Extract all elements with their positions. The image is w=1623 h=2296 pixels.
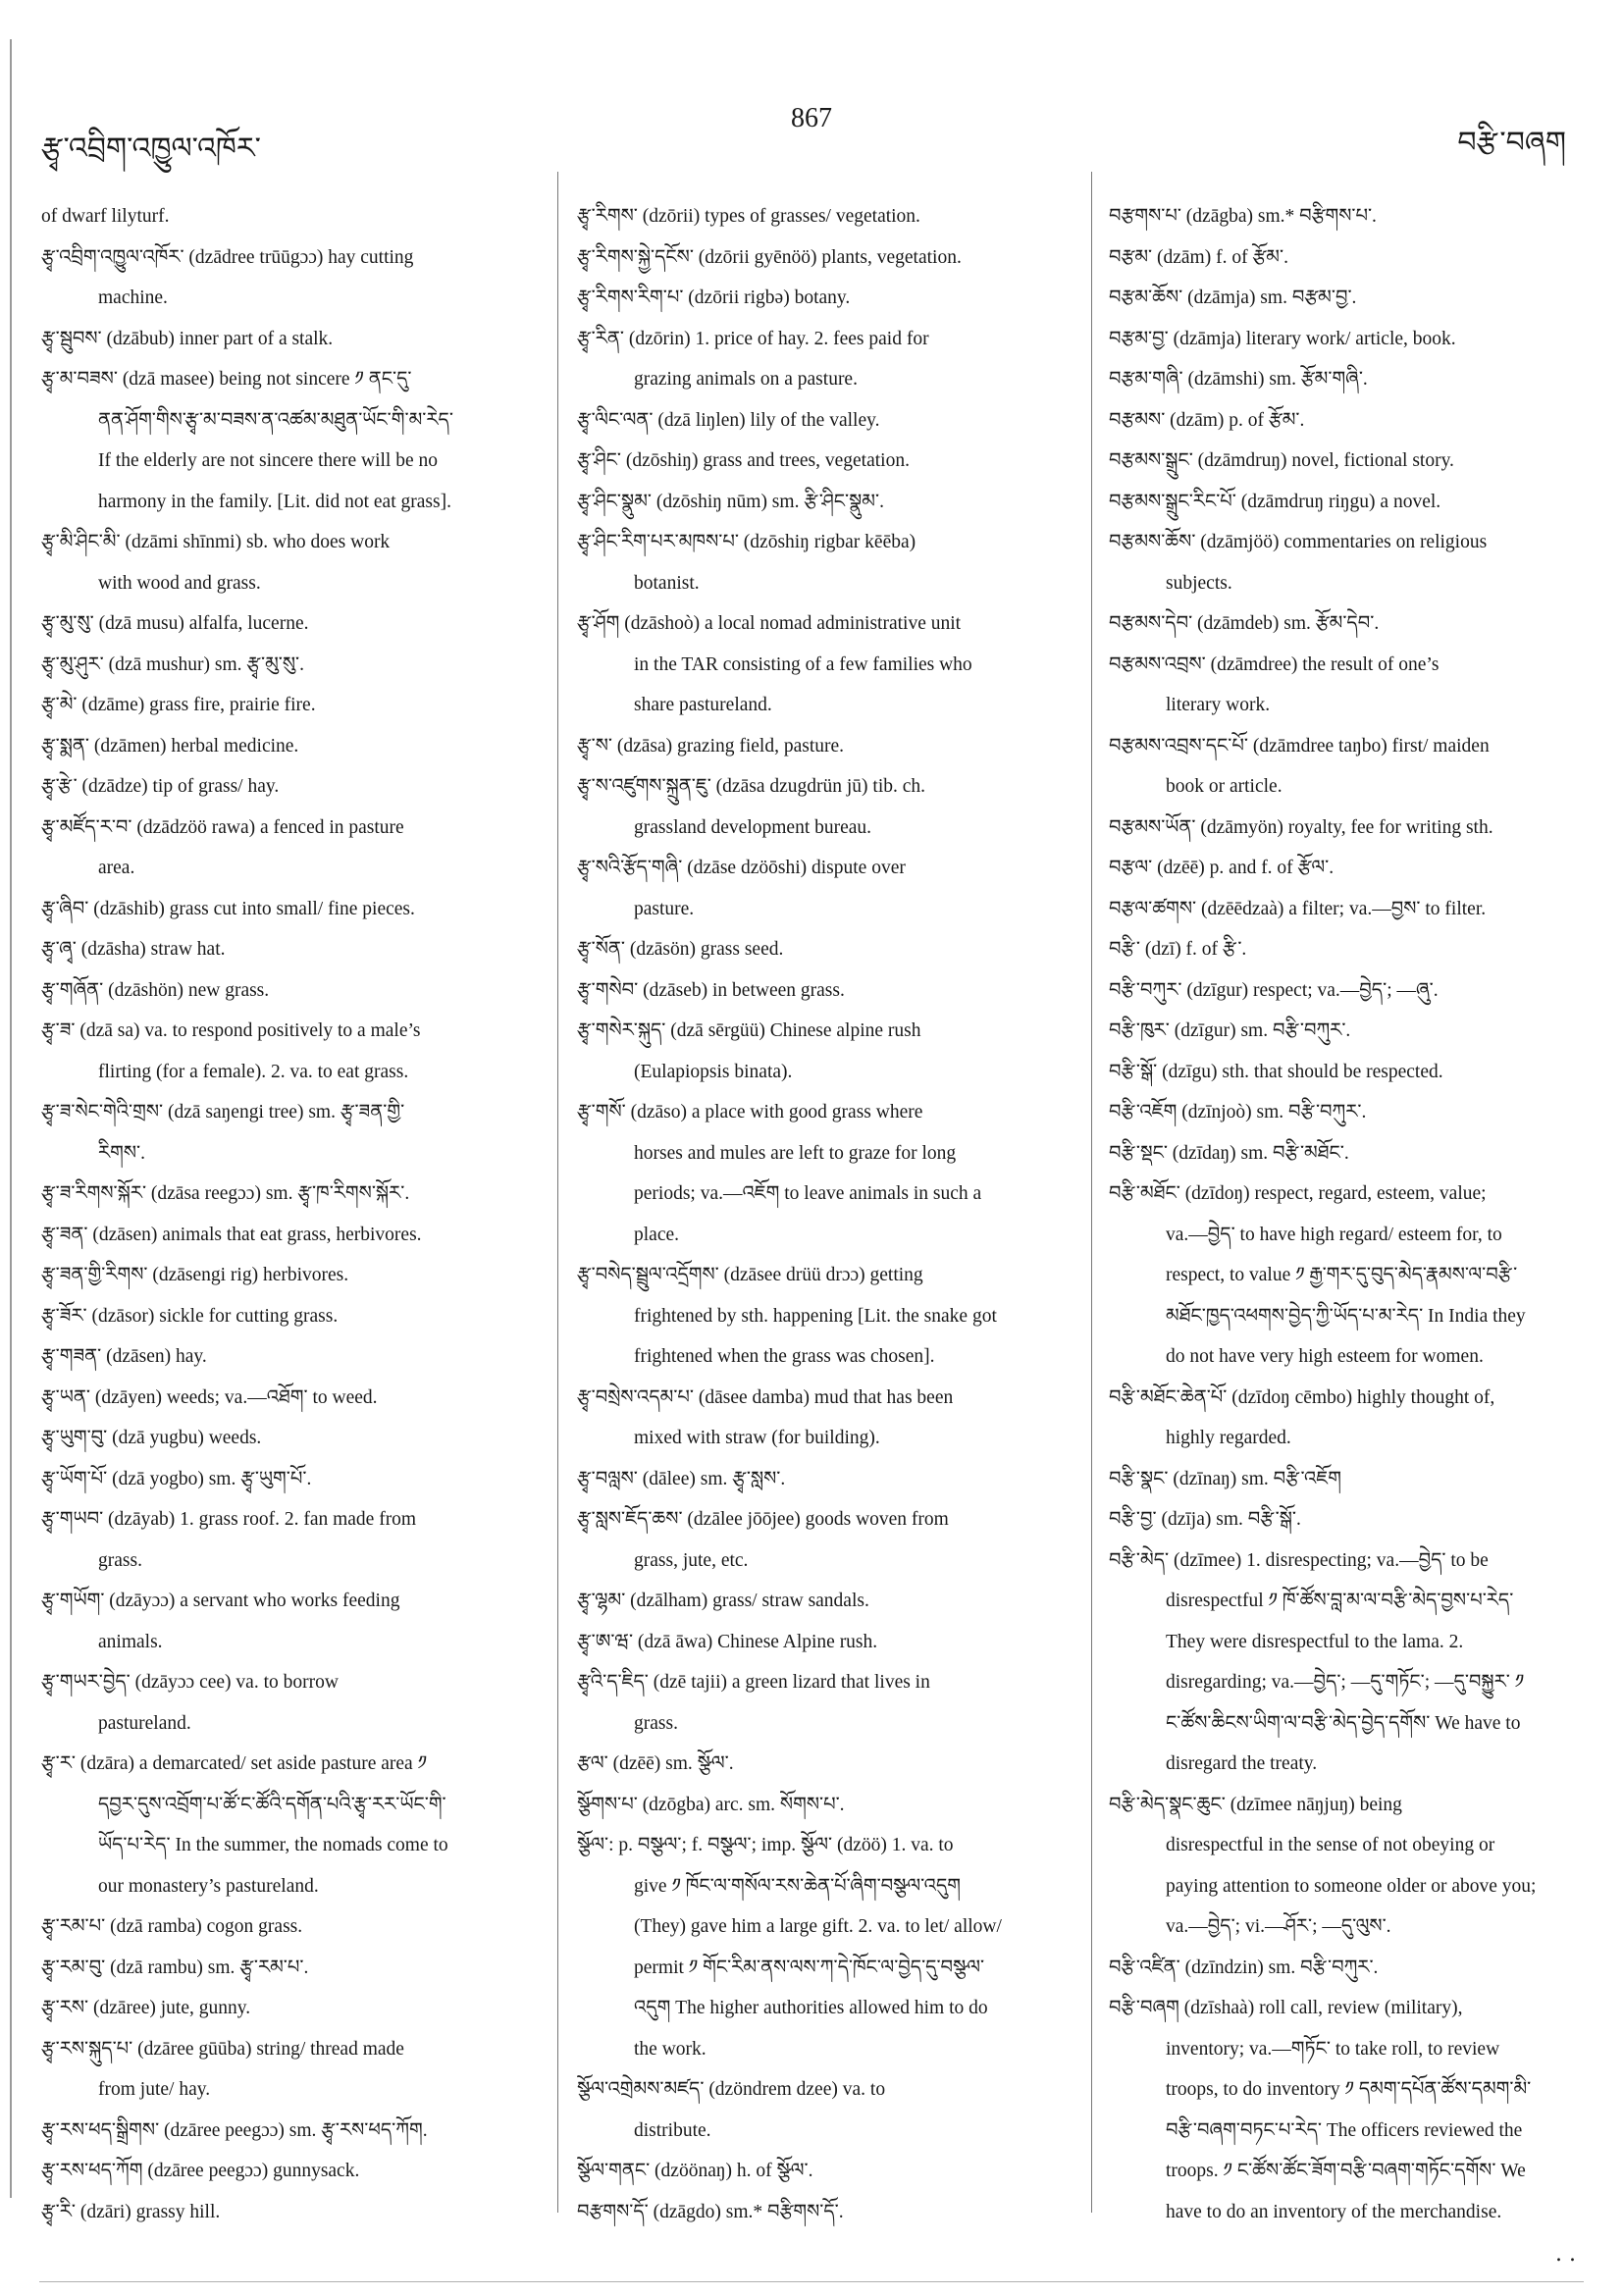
entry-continuation: (They) gave him a large gift. 2. va. to let/ allow/ bbox=[634, 1916, 1002, 1937]
dictionary-entry bbox=[1109, 1785, 1599, 1948]
entry-continuation: འདུག The higher authorities allowed him to do bbox=[634, 1998, 988, 2018]
dictionary-entry bbox=[1109, 1011, 1599, 1052]
entry-headline: རྩྭ་གསོ་ (dzāso) a place with good grass where bbox=[577, 1102, 923, 1122]
entry-headline: རྩྭ་རི་ (dzāri) grassy hill. bbox=[41, 2201, 221, 2222]
dictionary-entry bbox=[41, 1906, 542, 1948]
entry-headline: རྩྭ་རས་ཕད་ཀོག (dzāree peegɔɔ) gunnysack. bbox=[41, 2161, 360, 2181]
entry-continuation: བརྩི་བཞག་བཏང་པ་རེད་ The officers reviewed the bbox=[1166, 2119, 1523, 2141]
entry-continuation: area. bbox=[98, 858, 135, 878]
entry-continuation: highly regarded. bbox=[1166, 1428, 1291, 1448]
dictionary-entry bbox=[577, 1785, 1068, 1826]
entry-continuation: grass. bbox=[634, 1712, 678, 1734]
entry-headline: རྩྭ་རིགས་ (dzōrii) types of grasses/ vegetation. bbox=[577, 206, 920, 227]
entry-continuation: disrespectful in the sense of not obeying or bbox=[1166, 1835, 1495, 1855]
entry-headline: རྩྭ་ཟ་རིགས་སྐོར་ (dzāsa reegɔɔ) sm. རྩྭ་ཁ་རིགས་སྐོར་. bbox=[41, 1183, 410, 1204]
header-right-guideword: བརྩི་བཞག bbox=[1457, 126, 1566, 160]
dictionary-entry bbox=[41, 685, 542, 726]
dictionary-entry bbox=[41, 1336, 542, 1378]
entry-headline: རྩྭ་ཞྭ་ (dzāsha) straw hat. bbox=[41, 939, 226, 960]
dictionary-entry bbox=[1109, 441, 1599, 482]
entry-headline: རྩྭ་རམ་པ་ (dzā ramba) cogon grass. bbox=[41, 1916, 303, 1937]
dictionary-entry bbox=[41, 889, 542, 930]
dictionary-entry bbox=[577, 1744, 1068, 1785]
entry-continuation: distribute. bbox=[634, 2119, 711, 2141]
entry-continuation: machine. bbox=[98, 287, 168, 308]
entry-headline: རྩྭ་ཡུག་བུ་ (dzā yugbu) weeds. bbox=[41, 1428, 262, 1448]
page-number: 867 bbox=[791, 103, 832, 133]
entry-headline: བརྩམ་ (dzām) f. of རྩོམ་. bbox=[1109, 246, 1288, 268]
dictionary-entry bbox=[1109, 319, 1599, 360]
dictionary-entry bbox=[1109, 1948, 1599, 1989]
dictionary-entry bbox=[577, 726, 1068, 767]
dictionary-entry bbox=[1109, 645, 1599, 726]
entry-headline: བརྩམས་སྒྲུང་ (dzāmdruŋ) novel, fictional story. bbox=[1109, 450, 1454, 471]
dictionary-entry bbox=[577, 1499, 1068, 1581]
entry-continuation: ནན་ཤོག་གིས་རྩྭ་མ་བཟས་ན་འཚམ་མཐུན་ཡོང་གི་མ་རེད་ bbox=[98, 409, 453, 431]
dictionary-entry bbox=[577, 400, 1068, 442]
dictionary-entry bbox=[1109, 400, 1599, 442]
entry-headline: བརྩམས་ (dzām) p. of རྩོམ་. bbox=[1109, 409, 1305, 431]
entry-continuation: periods; va.—འཇོག to leave animals in such a bbox=[634, 1183, 982, 1204]
dictionary-entry bbox=[577, 1459, 1068, 1500]
entry-continuation: རིགས་. bbox=[98, 1142, 146, 1164]
dictionary-entry bbox=[41, 2151, 542, 2192]
entry-headline: of dwarf lilyturf. bbox=[41, 206, 170, 227]
entry-headline: རྩྭ་སླས་ཇོད་ཆས་ (dzālee jōōjee) goods woven from bbox=[577, 1509, 949, 1530]
dictionary-entry bbox=[41, 766, 542, 808]
entry-continuation: paying attention to someone older or above you; bbox=[1166, 1875, 1537, 1897]
entry-continuation: subjects. bbox=[1166, 572, 1232, 594]
entry-headline: རྩྭ་སའི་རྩོད་གཞི་ (dzāse dzöōshi) dispute over bbox=[577, 858, 906, 878]
entry-continuation: disregarding; va.—བྱེད་; —དུ་གཏོང་; —དུ་བསྐྱུར་ ༡ bbox=[1166, 1672, 1525, 1693]
entry-continuation: (Eulapiopsis binata). bbox=[634, 1061, 793, 1082]
entry-continuation: pastureland. bbox=[98, 1712, 191, 1734]
entry-headline: རྩྭ་རྩེ་ (dzādze) tip of grass/ hay. bbox=[41, 776, 280, 797]
dictionary-entry bbox=[577, 441, 1068, 482]
entry-headline: སྩོལ་འགྲེམས་མཛད་ (dzöndrem dzee) va. to bbox=[577, 2079, 886, 2100]
entry-continuation: grassland development bureau. bbox=[634, 816, 872, 838]
entry-headline: རྩྭ་ས་འཛུགས་སྐྲུན་ཇུ་ (dzāsa dzugdrün jū) tib. ch. bbox=[577, 776, 926, 797]
column-divider bbox=[1091, 172, 1092, 2213]
dictionary-entry bbox=[1109, 929, 1599, 970]
entry-headline: རྩྭ་རས་ (dzāree) jute, gunny. bbox=[41, 1998, 251, 2018]
entry-headline: རྩྭ་ཨ་ཝ་ (dzā āwa) Chinese Alpine rush. bbox=[577, 1631, 878, 1652]
dictionary-entry bbox=[577, 237, 1068, 279]
entry-headline: རྩྭ་རིགས་སྐྱེ་དངོས་ (dzōrii gyēnöö) plants, vegetation. bbox=[577, 246, 962, 268]
dictionary-entry bbox=[577, 766, 1068, 848]
entry-headline: རྩྭ་བལླས་ (dālee) sm. རྩྭ་སླས་. bbox=[577, 1468, 786, 1489]
entry-headline: རྩྭ་གཡོག་ (dzāyɔɔ) a servant who works feeding bbox=[41, 1591, 400, 1611]
dictionary-entry bbox=[577, 1092, 1068, 1255]
entry-headline: རྩྭ་རིགས་རིག་པ་ (dzōrii rigbə) botany. bbox=[577, 287, 851, 308]
dictionary-entry bbox=[1109, 482, 1599, 523]
dictionary-entry bbox=[41, 1296, 542, 1337]
entry-headline: རྩྭ་རམ་བུ་ (dzā rambu) sm. རྩྭ་རམ་པ་. bbox=[41, 1957, 309, 1978]
dictionary-entry bbox=[41, 196, 542, 237]
entry-headline: རྩྭ་མུ་ཤུར་ (dzā mushur) sm. རྩྭ་མུ་སུ་. bbox=[41, 653, 305, 675]
dictionary-entry bbox=[577, 1662, 1068, 1744]
entry-continuation: grazing animals on a pasture. bbox=[634, 369, 858, 390]
entry-headline: སྩོགས་པ་ (dzōgba) arc. sm. སོགས་པ་. bbox=[577, 1794, 845, 1815]
entry-continuation: permit ༡ གོང་རིམ་ནས་ལས་ཀ་དེ་ཁོང་ལ་བྱེད་དུ་བསྩལ་ bbox=[634, 1957, 985, 1978]
dictionary-entry bbox=[1109, 1174, 1599, 1378]
entry-headline: སྩོལ་གནང་ (dzöönaŋ) h. of སྩོལ་. bbox=[577, 2161, 813, 2181]
entry-headline: རྩྭ་མེ་ (dzāme) grass fire, prairie fire. bbox=[41, 695, 316, 715]
entry-headline: བརྩི་མཐོང་ཆེན་པོ་ (dzīdoŋ cēmbo) highly thought of, bbox=[1109, 1386, 1495, 1408]
dictionary-entry bbox=[41, 1011, 542, 1092]
dictionary-entry bbox=[1109, 359, 1599, 400]
entry-continuation: horses and mules are left to graze for long bbox=[634, 1142, 957, 1164]
entry-continuation: from jute/ hay. bbox=[98, 2079, 211, 2100]
dictionary-entry bbox=[577, 2192, 1068, 2233]
dictionary-entry bbox=[41, 1418, 542, 1459]
dictionary-entry bbox=[1109, 522, 1599, 603]
entry-headline: བརྩམ་ཆོས་ (dzāmja) sm. བརྩམ་བྱ་. bbox=[1109, 287, 1357, 308]
dictionary-entry bbox=[1109, 1052, 1599, 1093]
entry-headline: རྩྭ་ཤོག (dzāshoò) a local nomad administrative unit bbox=[577, 613, 962, 634]
dictionary-entry bbox=[1109, 278, 1599, 319]
entry-headline: རྩྭ་མ་བཟས་ (dzā masee) being not sincere ༡ ནང་དུ་ bbox=[41, 369, 412, 390]
entry-headline: རྩྭ་ཟོར་ (dzāsor) sickle for cutting grass. bbox=[41, 1305, 339, 1327]
entry-continuation: disrespectful ༡ ཁོ་ཚོས་བླ་མ་ལ་བརྩི་མེད་བྱས་པ་རེད་ bbox=[1166, 1591, 1514, 1611]
entry-headline: བརྩི་མེད་སྣང་ཆུང་ (dzīmee nāŋjuŋ) being bbox=[1109, 1794, 1402, 1815]
dictionary-entry bbox=[577, 1255, 1068, 1378]
entry-continuation: respect, to value ༡ རྒྱ་གར་དུ་བུད་མེད་རྣམས་ལ་བརྩི་ bbox=[1166, 1265, 1518, 1285]
dictionary-entry bbox=[577, 603, 1068, 726]
dictionary-entry bbox=[41, 1174, 542, 1215]
column-middle bbox=[577, 196, 1068, 2232]
dictionary-entry bbox=[577, 970, 1068, 1012]
entry-headline: བརྩམས་སྒྲུང་རིང་པོ་ (dzāmdruŋ riŋgu) a novel. bbox=[1109, 491, 1441, 512]
entry-continuation: literary work. bbox=[1166, 695, 1271, 715]
dictionary-entry bbox=[41, 1255, 542, 1296]
entry-headline: བརྩི་བཞག (dzīshaà) roll call, review (military), bbox=[1109, 1998, 1463, 2018]
dictionary-entry bbox=[1109, 1092, 1599, 1133]
dictionary-entry bbox=[41, 1215, 542, 1256]
column-left bbox=[41, 196, 542, 2232]
dictionary-entry bbox=[577, 278, 1068, 319]
entry-continuation: the work. bbox=[634, 2038, 707, 2060]
entry-headline: རྩྭ་གསེབ་ (dzāseb) in between grass. bbox=[577, 979, 845, 1001]
entry-continuation: flirting (for a female). 2. va. to eat grass. bbox=[98, 1061, 409, 1082]
dictionary-entry bbox=[577, 848, 1068, 929]
entry-continuation: mixed with straw (for building). bbox=[634, 1428, 880, 1448]
entry-headline: རྩྭ་འབྲིག་འཁྱུལ་འཁོར་ (dzādree trūūgɔɔ) hay cutting bbox=[41, 246, 414, 268]
entry-headline: རྩྭ་གཞོན་ (dzāshön) new grass. bbox=[41, 979, 270, 1001]
dictionary-entry bbox=[41, 2192, 542, 2233]
dictionary-entry bbox=[577, 1011, 1068, 1092]
entry-continuation: ཡོད་པ་རེད་ In the summer, the nomads come to bbox=[98, 1835, 448, 1855]
entry-headline: བརྩགས་དོ་ (dzāgdo) sm.* བརྩིགས་དོ་. bbox=[577, 2201, 844, 2222]
entry-continuation: with wood and grass. bbox=[98, 572, 261, 594]
dictionary-entry bbox=[577, 2151, 1068, 2192]
dictionary-entry bbox=[1109, 726, 1599, 808]
entry-continuation: pasture. bbox=[634, 898, 695, 919]
entry-headline: བརྩམ་གཞི་ (dzāmshi) sm. རྩོམ་གཞི་. bbox=[1109, 369, 1368, 390]
entry-headline: རྩྭ་མི་ཤིང་མི་ (dzāmi shīnmi) sb. who does work bbox=[41, 532, 391, 552]
dictionary-entry bbox=[577, 319, 1068, 400]
entry-continuation: disregard the treaty. bbox=[1166, 1753, 1318, 1774]
dictionary-entry bbox=[41, 929, 542, 970]
entry-continuation: share pastureland. bbox=[634, 695, 772, 715]
entry-continuation: have to do an inventory of the merchandise. bbox=[1166, 2201, 1502, 2222]
entry-headline: རྩྭ་ས་ (dzāsa) grazing field, pasture. bbox=[577, 735, 845, 757]
entry-continuation: troops, to do inventory ༡ དམག་དཔོན་ཚོས་དམག་མི་ bbox=[1166, 2079, 1532, 2100]
dictionary-entry bbox=[41, 1459, 542, 1500]
dictionary-entry bbox=[1109, 1540, 1599, 1785]
column-right bbox=[1109, 196, 1599, 2232]
entry-headline: བརྩི་འཛིན་ (dzīndzin) sm. བརྩི་བཀུར་. bbox=[1109, 1957, 1379, 1978]
entry-continuation: va.—བྱེད་; vi.—ཤོར་; —དུ་ལུས་. bbox=[1166, 1916, 1391, 1937]
entry-continuation: place. bbox=[634, 1224, 680, 1245]
dictionary-entry bbox=[41, 1378, 542, 1419]
entry-headline: རྩྭ་ཞིབ་ (dzāshib) grass cut into small/ fine pieces. bbox=[41, 898, 415, 919]
bottom-rule bbox=[39, 2281, 1584, 2282]
entry-headline: རྩྭ་མཛོད་ར་བ་ (dzādzöö rawa) a fenced in pasture bbox=[41, 816, 404, 838]
entry-continuation: va.—བྱེད་ to have high regard/ esteem for, to bbox=[1166, 1224, 1502, 1245]
entry-continuation: botanist. bbox=[634, 572, 700, 594]
entry-headline: བརྩམས་ཡོན་ (dzāmyön) royalty, fee for writing sth. bbox=[1109, 816, 1493, 838]
entry-headline: རྩྭ་ཡན་ (dzāyen) weeds; va.—འཐོག་ to weed. bbox=[41, 1386, 378, 1408]
entry-continuation: They were disrespectful to the lama. 2. bbox=[1166, 1631, 1464, 1652]
entry-continuation: མཐོང་ཁྱད་འཕགས་བྱེད་ཀྱི་ཡོད་པ་མ་རེད་ In India they bbox=[1166, 1305, 1526, 1327]
entry-headline: བརྩལ་ཚགས་ (dzēēdzaà) a filter; va.—བྱས་ to filter. bbox=[1109, 898, 1487, 919]
dictionary-entry bbox=[1109, 1988, 1599, 2232]
entry-continuation: harmony in the family. [Lit. did not eat grass]. bbox=[98, 491, 451, 512]
dictionary-entry bbox=[41, 1499, 542, 1581]
dictionary-entry bbox=[1109, 848, 1599, 889]
entry-headline: རྩྭ་གཡབ་ (dzāyab) 1. grass roof. 2. fan made from bbox=[41, 1509, 417, 1530]
entry-headline: རྩྭ་ཟ་ (dzā sa) va. to respond positively to a male’s bbox=[41, 1020, 421, 1041]
entry-headline: བརྩམས་འབྲས་ (dzāmdree) the result of one’s bbox=[1109, 653, 1440, 675]
entry-headline: བརྩགས་པ་ (dzāgba) sm.* བརྩིགས་པ་. bbox=[1109, 206, 1377, 227]
entry-headline: རྩྭ་གཡར་བྱེད་ (dzāyɔɔ cee) va. to borrow bbox=[41, 1672, 339, 1693]
entry-headline: རྩྭ་རས་སྐུད་པ་ (dzāree gūūba) string/ thread made bbox=[41, 2038, 404, 2060]
entry-headline: བརྩི་བཀུར་ (dzīgur) respect; va.—བྱེད་; —ཞུ་. bbox=[1109, 979, 1439, 1001]
entry-headline: བརྩི་འཇོག (dzīnjoò) sm. བརྩི་བཀུར་. bbox=[1109, 1102, 1367, 1122]
entry-headline: རྩྭ་ལིང་ལན་ (dzā liŋlen) lily of the valley. bbox=[577, 409, 880, 431]
entry-headline: བརྩི་མེད་ (dzīmee) 1. disrespecting; va.—བྱེད་ to be bbox=[1109, 1549, 1489, 1571]
entry-headline: བརྩི་སྡང་ (dzīdaŋ) sm. བརྩི་མཐོང་. bbox=[1109, 1142, 1349, 1164]
dictionary-entry bbox=[41, 522, 542, 603]
entry-headline: རྩལ་ (dzēē) sm. སྩོལ་. bbox=[577, 1753, 734, 1774]
dictionary-entry bbox=[41, 1988, 542, 2029]
entry-headline: རྩྭ་རས་ཕད་སྒྲིགས་ (dzāree peegɔɔ) sm. རྩྭ་རས་ཕད་ཀོག. bbox=[41, 2119, 428, 2141]
entry-headline: རྩྭ་ཟན་གྱི་རིགས་ (dzāsengi rig) herbivores. bbox=[41, 1265, 349, 1285]
entry-continuation: ང་ཚོས་ཆིངས་ཡིག་ལ་བརྩི་མེད་བྱེད་དགོས་ We have to bbox=[1166, 1712, 1521, 1734]
dictionary-entry bbox=[41, 319, 542, 360]
entry-headline: བརྩི་སྒོ་ (dzīgu) sth. that should be respected. bbox=[1109, 1061, 1443, 1082]
entry-headline: བརྩི་མཐོང་ (dzīdoŋ) respect, regard, esteem, value; bbox=[1109, 1183, 1487, 1204]
entry-continuation: inventory; va.—གཏོང་ to take roll, to review bbox=[1166, 2038, 1500, 2060]
entry-headline: བརྩལ་ (dzēē) p. and f. of རྩོལ་. bbox=[1109, 858, 1335, 878]
dictionary-entry bbox=[41, 237, 542, 319]
entry-continuation: give ༡ ཁོང་ལ་གསོལ་རས་ཆེན་པོ་ཞིག་བསྩལ་འདུག bbox=[634, 1875, 961, 1897]
entry-headline: བརྩི་བྱ་ (dzīja) sm. བརྩི་སྒོ་. bbox=[1109, 1509, 1301, 1530]
dictionary-entry bbox=[41, 2029, 542, 2111]
dictionary-entry bbox=[1109, 237, 1599, 279]
entry-headline: བརྩམ་བྱ་ (dzāmja) literary work/ article, book. bbox=[1109, 328, 1456, 349]
entry-headline: རྩྭའི་ད་ཇིད་ (dzē tajii) a green lizard that lives in bbox=[577, 1672, 930, 1693]
dictionary-entry bbox=[577, 1622, 1068, 1663]
entry-headline: རྩྭ་ཤིང་ (dzōshiŋ) grass and trees, vegetation. bbox=[577, 450, 910, 471]
dictionary-entry bbox=[577, 1581, 1068, 1622]
entry-headline: རྩྭ་སྦུབས་ (dzābub) inner part of a stalk. bbox=[41, 328, 334, 349]
footer-marks: . . bbox=[1555, 2242, 1576, 2267]
dictionary-entry bbox=[577, 1825, 1068, 2069]
dictionary-entry bbox=[41, 603, 542, 645]
dictionary-entry bbox=[41, 1744, 542, 1906]
entry-headline: བརྩི་ (dzī) f. of རྩི་. bbox=[1109, 939, 1247, 960]
entry-headline: རྩྭ་མུ་སུ་ (dzā musu) alfalfa, lucerne. bbox=[41, 613, 309, 634]
entry-headline: རྩྭ་ར་ (dzāra) a demarcated/ set aside pasture area ༡ bbox=[41, 1753, 428, 1774]
entry-headline: རྩྭ་བསྲེས་འདམ་པ་ (dāsee damba) mud that has been bbox=[577, 1386, 954, 1408]
dictionary-entry bbox=[41, 1092, 542, 1174]
entry-headline: བརྩམས་ཆོས་ (dzāmjöö) commentaries on religious bbox=[1109, 532, 1488, 552]
dictionary-entry bbox=[577, 1378, 1068, 1459]
entry-headline: རྩྭ་ཟ་སེང་གེའི་གྲས་ (dzā saŋengi tree) sm. རྩྭ་ཟན་གྱི་ bbox=[41, 1102, 405, 1122]
dictionary-entry bbox=[41, 1948, 542, 1989]
dictionary-entry bbox=[577, 482, 1068, 523]
entry-continuation: དབྱར་དུས་འབྲོག་པ་ཚོ་ང་ཚོའི་དགོན་པའི་རྩྭ་རར་ཡོང་གི་ bbox=[98, 1794, 446, 1815]
entry-continuation: troops. ༡ ང་ཚོས་ཚོང་ཟོག་བརྩི་བཞག་གཏོང་དགོས་ We bbox=[1166, 2161, 1526, 2181]
entry-continuation: frightened when the grass was chosen]. bbox=[634, 1346, 935, 1367]
entry-continuation: do not have very high esteem for women. bbox=[1166, 1346, 1484, 1367]
dictionary-entry bbox=[1109, 970, 1599, 1012]
dictionary-entry bbox=[577, 522, 1068, 603]
entry-continuation: in the TAR consisting of a few families who bbox=[634, 653, 972, 675]
entry-headline: བརྩམས་འབྲས་དང་པོ་ (dzāmdree taŋbo) first/ maiden bbox=[1109, 735, 1490, 757]
entry-headline: སྩོལ་: p. བསྩལ་; f. བསྩལ་; imp. སྩོལ་ (dzöö) 1. va. to bbox=[577, 1835, 954, 1855]
entry-headline: རྩྭ་བསེད་སྦྲུལ་འདྲོགས་ (dzāsee drüü drɔɔ) getting bbox=[577, 1265, 923, 1285]
dictionary-entry bbox=[41, 2111, 542, 2152]
entry-headline: རྩྭ་སོན་ (dzāsön) grass seed. bbox=[577, 939, 784, 960]
header-left-guideword: རྩྭ་འབྲིག་འཁྱུལ་འཁོར་ bbox=[41, 131, 261, 166]
entry-headline: རྩྭ་ལྷམ་ (dzālham) grass/ straw sandals. bbox=[577, 1591, 869, 1611]
entry-continuation: If the elderly are not sincere there will be no bbox=[98, 450, 438, 471]
entry-headline: རྩྭ་ཡོག་པོ་ (dzā yogbo) sm. རྩྭ་ཡུག་པོ་. bbox=[41, 1468, 312, 1489]
dictionary-entry bbox=[41, 970, 542, 1012]
entry-continuation: our monastery’s pastureland. bbox=[98, 1875, 319, 1897]
dictionary-entry bbox=[1109, 603, 1599, 645]
page-edge-line bbox=[10, 39, 12, 2198]
entry-headline: རྩྭ་ཤིང་རིག་པར་མཁས་པ་ (dzōshiŋ rigbar kēēba) bbox=[577, 532, 916, 552]
entry-headline: རྩྭ་ཤིང་སྣུམ་ (dzōshiŋ nūm) sm. རྩི་ཤིང་སྣུམ་. bbox=[577, 491, 884, 512]
dictionary-entry bbox=[1109, 1378, 1599, 1459]
entry-headline: རྩྭ་ཟན་ (dzāsen) animals that eat grass, herbivores. bbox=[41, 1224, 422, 1245]
dictionary-entry bbox=[1109, 1459, 1599, 1500]
dictionary-entry bbox=[41, 1581, 542, 1662]
entry-headline: རྩྭ་སྨན་ (dzāmen) herbal medicine. bbox=[41, 735, 299, 757]
dictionary-entry bbox=[41, 359, 542, 522]
entry-headline: རྩྭ་རིན་ (dzōrin) 1. price of hay. 2. fees paid for bbox=[577, 328, 929, 349]
dictionary-entry bbox=[1109, 889, 1599, 930]
dictionary-entry bbox=[1109, 1499, 1599, 1540]
entry-headline: རྩྭ་གསེར་སྐུད་ (dzā sērgüü) Chinese alpine rush bbox=[577, 1020, 921, 1041]
entry-continuation: animals. bbox=[98, 1631, 163, 1652]
entry-headline: རྩྭ་གཟན་ (dzāsen) hay. bbox=[41, 1346, 207, 1367]
dictionary-entry bbox=[41, 808, 542, 889]
dictionary-entry bbox=[577, 2069, 1068, 2151]
entry-continuation: frightened by sth. happening [Lit. the snake got bbox=[634, 1305, 997, 1327]
dictionary-entry bbox=[1109, 808, 1599, 849]
entry-continuation: book or article. bbox=[1166, 776, 1283, 797]
dictionary-entry bbox=[1109, 196, 1599, 237]
entry-headline: བརྩི་ཁུར་ (dzīgur) sm. བརྩི་བཀུར་. bbox=[1109, 1020, 1351, 1041]
column-divider bbox=[557, 172, 558, 2213]
dictionary-entry bbox=[41, 726, 542, 767]
dictionary-entry bbox=[577, 929, 1068, 970]
dictionary-entry bbox=[1109, 1133, 1599, 1174]
entry-continuation: grass. bbox=[98, 1549, 142, 1571]
entry-headline: བརྩི་སྣང་ (dzīnaŋ) sm. བརྩི་འཇོག bbox=[1109, 1468, 1341, 1489]
entry-continuation: grass, jute, etc. bbox=[634, 1549, 749, 1571]
dictionary-entry bbox=[41, 645, 542, 686]
dictionary-entry bbox=[41, 1662, 542, 1744]
entry-headline: བརྩམས་དེབ་ (dzāmdeb) sm. རྩོམ་དེབ་. bbox=[1109, 613, 1380, 634]
dictionary-entry bbox=[577, 196, 1068, 237]
